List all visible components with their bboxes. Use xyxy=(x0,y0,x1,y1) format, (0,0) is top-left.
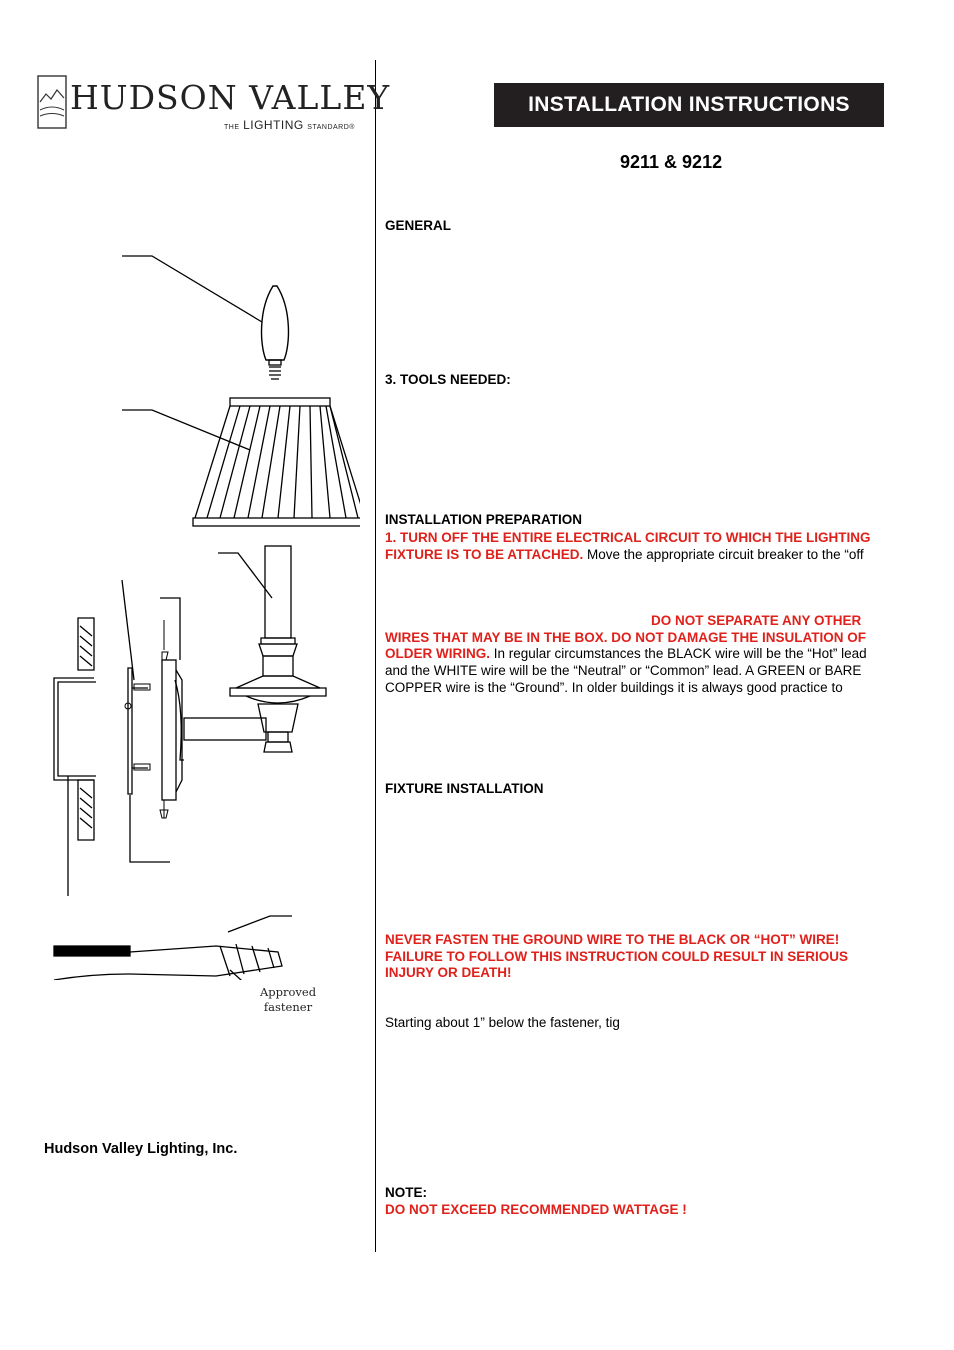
shade-icon xyxy=(193,398,360,526)
arm-leader-line xyxy=(218,553,272,598)
company-name: Hudson Valley Lighting, Inc. xyxy=(44,1141,238,1157)
connector-leader-line xyxy=(228,916,292,932)
tools-heading: 3. TOOLS NEEDED: xyxy=(385,372,511,387)
brand-tagline xyxy=(224,118,355,132)
general-heading: GENERAL xyxy=(385,218,452,233)
fastener-label xyxy=(252,985,324,1015)
tagline-main: LIGHTING xyxy=(243,118,304,132)
note-heading: NOTE: xyxy=(385,1185,427,1200)
prep-warning-line-1: 1. TURN OFF THE ENTIRE ELECTRICAL CIRCUIT TO WHICH THE LIGHTING xyxy=(385,530,871,545)
prep-warning-line-2: FIXTURE IS TO BE ATTACHED. xyxy=(385,546,584,562)
tagline-pre: THE xyxy=(224,124,240,131)
title-banner: INSTALLATION INSTRUCTIONS xyxy=(494,83,884,127)
bulb-icon xyxy=(262,286,289,360)
warning-line-1: NEVER FASTEN THE GROUND WIRE TO THE BLACK OR “HOT” WIRE! xyxy=(385,932,840,947)
prep-text-3: and the WHITE wire will be the “Neutral” or “Common” lead. A GREEN or BARE xyxy=(385,663,862,679)
backplate-icon xyxy=(160,598,182,818)
fixture-exploded-diagram xyxy=(30,240,360,980)
prep-warning-line-5: OLDER WIRING. xyxy=(385,646,490,662)
brand-name: HUDSON VALLEY xyxy=(70,78,391,117)
prep-step-1 xyxy=(385,530,925,563)
fixture-heading: FIXTURE INSTALLATION xyxy=(385,781,544,796)
arm-icon xyxy=(175,546,326,760)
prep-text-4: COPPER wire is the “Ground”. In older buildings it is always good practice to xyxy=(385,679,843,695)
column-divider xyxy=(375,60,376,1252)
junction-box-icon xyxy=(54,618,96,896)
warning-line-2: FAILURE TO FOLLOW THIS INSTRUCTION COULD RESULT IN SERIOUS xyxy=(385,948,848,964)
prep-step-2 xyxy=(385,613,925,697)
tagline-post: STANDARD® xyxy=(307,124,355,131)
note-warning xyxy=(385,1202,925,1219)
model-numbers: 9211 & 9212 xyxy=(620,152,723,172)
prep-heading: INSTALLATION PREPARATION xyxy=(385,512,582,527)
screw-leader-line xyxy=(122,580,134,680)
prep-text-2: In regular circumstances the BLACK wire will be the “Hot” lead xyxy=(490,646,867,662)
prep-warning-line-4: WIRES THAT MAY BE IN THE BOX. DO NOT DAMAGE THE INSULATION OF xyxy=(385,629,867,645)
prep-text-1: Move the appropriate circuit breaker to the “off xyxy=(583,546,864,562)
shade-leader-line xyxy=(122,410,250,450)
note-warning-text: DO NOT EXCEED RECOMMENDED WATTAGE ! xyxy=(385,1202,687,1217)
crossbar-icon xyxy=(125,668,150,794)
bulb-leader-line xyxy=(122,256,262,322)
starting-text: Starting about 1” below the fastener, tig xyxy=(385,1015,620,1030)
warning-line-3: INJURY OR DEATH! xyxy=(385,965,512,981)
prep-warning-line-3: DO NOT SEPARATE ANY OTHER xyxy=(651,613,862,628)
fastener-label-line-2: fastener xyxy=(263,1000,313,1014)
ground-warning xyxy=(385,932,925,982)
fastener-label-line-1: Approved xyxy=(259,985,317,999)
wire-connector-icon xyxy=(54,916,292,980)
